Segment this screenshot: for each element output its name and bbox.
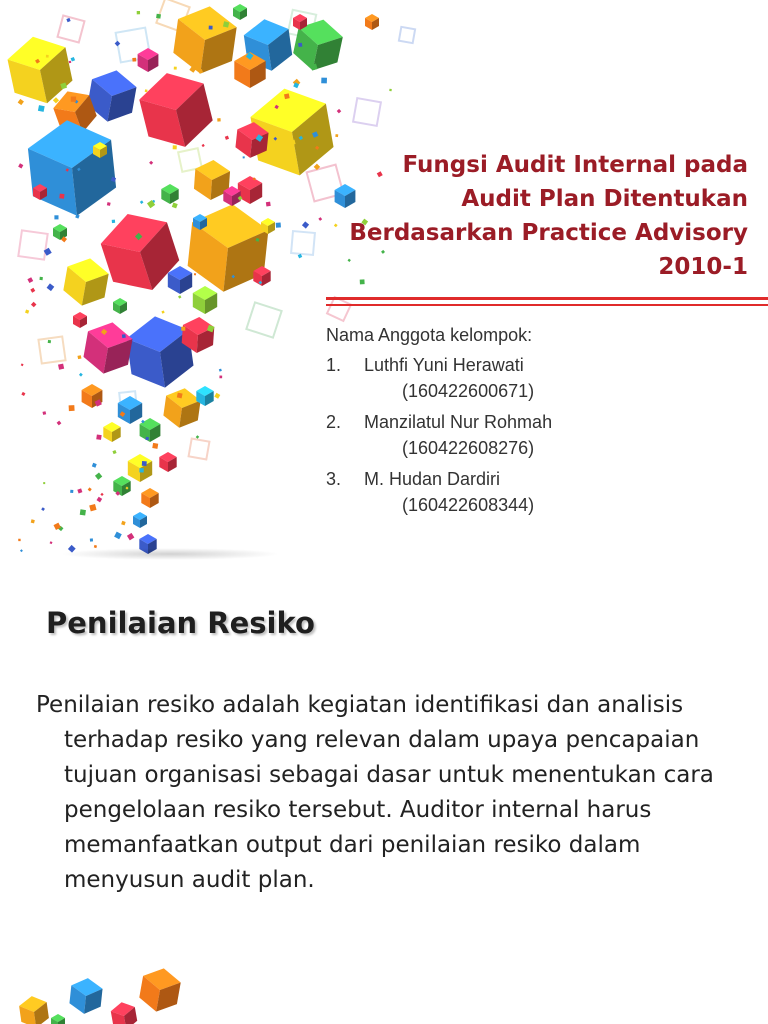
cube-shape (233, 4, 247, 20)
confetti-dot (174, 67, 177, 70)
confetti-dot (284, 93, 290, 99)
member-id: (160422600671) (402, 381, 535, 401)
confetti-dot (127, 533, 134, 540)
cube-shape (135, 65, 218, 155)
confetti-dot (172, 203, 178, 209)
confetti-dot (152, 443, 158, 449)
confetti-dot (88, 487, 92, 491)
cube-shape (113, 298, 127, 314)
member-list (326, 322, 746, 523)
confetti-dot (47, 283, 55, 291)
confetti-dot (337, 109, 342, 114)
cube-shape (110, 1000, 139, 1024)
member-item (326, 352, 746, 404)
confetti-dot (21, 392, 25, 396)
confetti-dot (112, 450, 116, 454)
cube-shape (171, 2, 239, 78)
confetti-dot (50, 541, 53, 544)
confetti-dot (137, 11, 140, 14)
member-items (326, 352, 746, 518)
member-id: (160422608276) (402, 438, 535, 458)
outline-square (38, 336, 65, 363)
member-list-heading: Nama Anggota kelompok: (326, 325, 533, 345)
title-divider (326, 297, 768, 300)
confetti-dot (100, 493, 103, 496)
cube-shape (137, 965, 182, 1015)
outline-square (246, 302, 281, 337)
cube-shape (238, 176, 262, 204)
confetti-dot (178, 295, 181, 298)
confetti-dot (243, 156, 245, 158)
confetti-dot (96, 435, 101, 440)
cube-shape (61, 255, 111, 310)
cube-shape (193, 286, 217, 314)
confetti-dot (31, 302, 37, 308)
section-heading: Penilaian Resiko (46, 606, 315, 640)
confetti-dot (115, 41, 121, 47)
member-item (326, 409, 746, 461)
confetti-dot (69, 405, 75, 411)
confetti-dot (321, 78, 327, 84)
confetti-dot (140, 200, 144, 204)
confetti-dot (181, 327, 185, 331)
confetti-dot (80, 509, 86, 515)
member-number: 1. (326, 355, 342, 375)
cube-shape (73, 312, 87, 328)
confetti-dot (25, 310, 29, 314)
title-divider-thin (326, 304, 768, 306)
confetti-dot (225, 136, 229, 140)
confetti-dot (48, 340, 51, 343)
cube-shape (365, 14, 379, 30)
cube-shape (118, 396, 142, 424)
confetti-dot (41, 507, 45, 511)
cube-shape (159, 452, 176, 472)
confetti-dot (298, 43, 302, 47)
confetti-dot (38, 105, 45, 112)
confetti-dot (219, 376, 222, 379)
member-item (326, 466, 746, 518)
confetti-dot (122, 334, 126, 338)
confetti-dot (39, 277, 42, 280)
confetti-dot (139, 468, 143, 472)
confetti-dot (114, 532, 122, 540)
cube-shape (133, 512, 147, 528)
confetti-dot (145, 437, 149, 441)
cube-shape (168, 266, 192, 294)
member-number: 3. (326, 469, 342, 489)
cube-shape (103, 422, 120, 442)
outline-square (18, 230, 47, 259)
confetti-dot (335, 134, 338, 137)
confetti-dot (18, 99, 24, 105)
outline-square (399, 27, 415, 43)
confetti-dot (58, 364, 64, 370)
confetti-dot (107, 202, 111, 206)
outline-square (189, 439, 210, 460)
cube-shape (18, 994, 50, 1024)
confetti-dot (389, 89, 392, 92)
confetti-dot (194, 273, 196, 275)
body-paragraph: Penilaian resiko adalah kegiatan identifikasi dan analisis terhadap resiko yang relevan dalam upaya pencapaian tujuan organisasi sebagai dasar untuk menentukan cara pengelolaan resiko tersebut. Auditor internal harus memanfaatkan output dari penilaian resiko dalam menyusun audit plan. (36, 692, 714, 893)
confetti-dot (77, 355, 81, 359)
confetti-dot (18, 539, 20, 541)
confetti-dot (219, 369, 222, 372)
slide-title: Fungsi Audit Internal pada Audit Plan Ditentukan Berdasarkan Practice Advisory 2010-1 (349, 152, 748, 280)
confetti-dot (31, 519, 35, 523)
confetti-dot (66, 18, 70, 22)
member-name: Luthfi Yuni Herawati (364, 355, 524, 375)
confetti-dot (149, 161, 153, 165)
decorative-cubes-corner (0, 576, 200, 1024)
confetti-dot (30, 288, 35, 293)
cube-shape (162, 386, 202, 430)
confetti-dot (302, 221, 309, 228)
confetti-dot (121, 521, 126, 526)
outline-square (353, 98, 381, 126)
member-name: Manzilatul Nur Rohmah (364, 412, 553, 432)
confetti-dot (59, 194, 64, 199)
cube-shape (25, 116, 118, 220)
confetti-dot (42, 411, 46, 415)
confetti-dot (214, 393, 220, 399)
confetti-dot (266, 202, 271, 207)
confetti-dot (196, 435, 200, 439)
confetti-dot (69, 61, 71, 63)
member-name: M. Hudan Dardiri (364, 469, 501, 489)
confetti-dot (161, 311, 164, 314)
confetti-dot (177, 393, 183, 399)
confetti-dot (79, 373, 83, 377)
confetti-dot (77, 488, 82, 493)
cube-shape (69, 976, 104, 1015)
confetti-dot (46, 55, 49, 58)
confetti-dot (209, 26, 213, 30)
confetti-dot (173, 145, 177, 149)
content-slide (0, 576, 768, 1024)
confetti-dot (27, 277, 33, 283)
outline-square (58, 16, 85, 43)
confetti-dot (318, 217, 322, 221)
confetti-dot (92, 463, 97, 468)
member-id: (160422608344) (402, 495, 535, 515)
confetti-dot (217, 118, 221, 122)
outline-square (327, 297, 351, 321)
confetti-dot (21, 363, 24, 366)
cube-shadow (60, 548, 280, 560)
member-number: 2. (326, 412, 342, 432)
confetti-dot (18, 163, 23, 168)
confetti-dot (276, 223, 281, 228)
confetti-dot (202, 144, 205, 147)
cube-shape (161, 184, 178, 204)
cube-shape (138, 48, 159, 72)
confetti-dot (132, 58, 136, 62)
confetti-dot (20, 549, 23, 552)
confetti-dot (90, 538, 93, 541)
confetti-dot (71, 57, 76, 62)
confetti-dot (54, 215, 58, 219)
confetti-dot (95, 473, 102, 480)
confetti-dot (43, 482, 45, 484)
confetti-dot (112, 220, 115, 223)
confetti-dot (142, 461, 147, 466)
confetti-dot (156, 14, 161, 19)
cube-shape (51, 1014, 65, 1024)
confetti-dot (89, 504, 96, 511)
confetti-dot (71, 97, 76, 102)
cube-shape (128, 454, 152, 482)
confetti-dot (94, 545, 97, 548)
cube-shape (141, 488, 158, 508)
confetti-dot (57, 421, 62, 426)
confetti-dot (70, 490, 73, 493)
confetti-dot (145, 89, 148, 92)
cube-shape (81, 318, 135, 377)
outline-square (291, 231, 315, 255)
confetti-dot (97, 497, 103, 503)
